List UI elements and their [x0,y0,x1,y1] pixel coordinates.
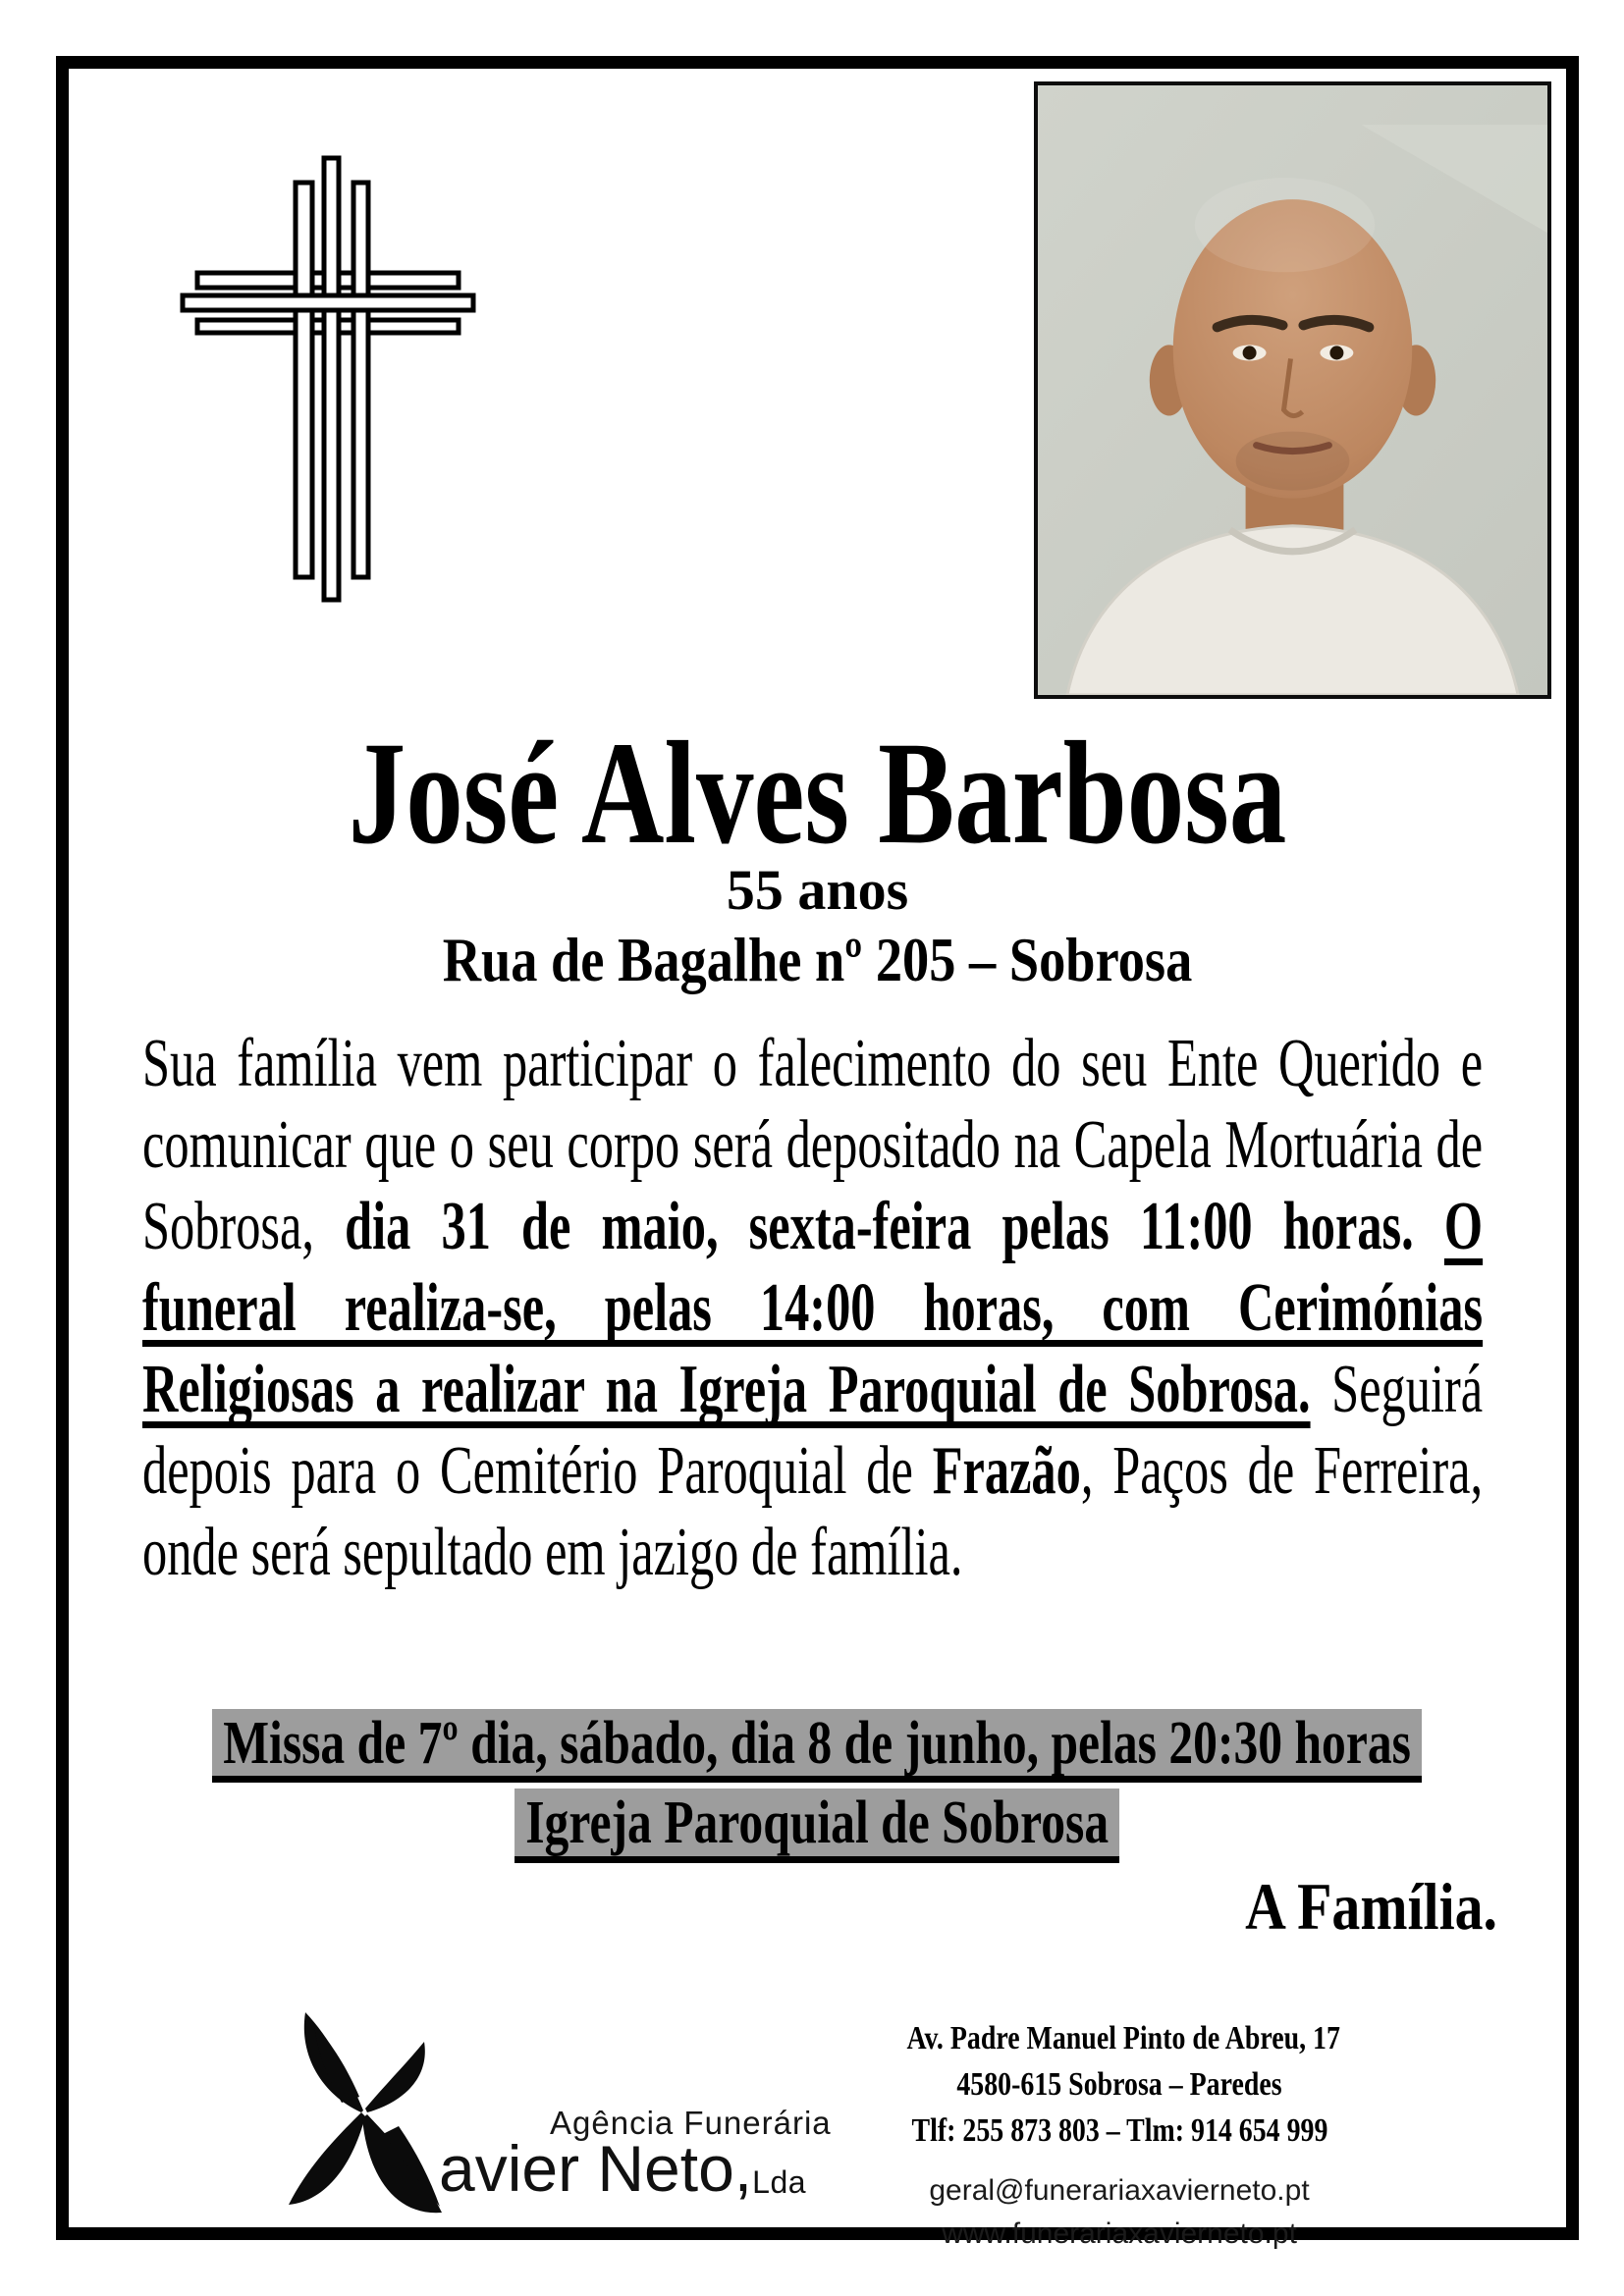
agency-email: geral@funerariaxavierneto.pt [929,2174,1310,2207]
announcement-run-bold-underline: O funeral realiza-se, pelas 14:00 horas, com Cerimónias Religiosas a realizar na Igreja Paroquial de Sobrosa. [142,1189,1484,1427]
portrait-photo [1034,81,1551,699]
mass-notice [56,1709,1579,1869]
agency-address-line2: 4580-615 Sobrosa – Paredes [956,2066,1282,2103]
agency-phone-line: Tlf: 255 873 803 – Tlm: 914 654 999 [911,2112,1327,2149]
mass-notice-line2: Igreja Paroquial de Sobrosa [514,1789,1119,1862]
agency-leaf-x-logo-icon [273,2002,458,2222]
agency-website: www.funerariaxavierneto.pt [942,2217,1297,2250]
agency-name-suffix: Lda [752,2164,807,2200]
memorial-cross-icon [180,155,476,605]
deceased-name: José Alves Barbosa [348,712,1287,875]
deceased-age: 55 anos [726,858,909,922]
family-signature: A Família. [1245,1869,1497,1944]
announcement-run: Seguirá depois para o Cemitério Paroquial de [142,1352,1484,1509]
announcement-run-bold: Frazão [932,1433,1081,1509]
deceased-address: Rua de Bagalhe nº 205 – Sobrosa [442,925,1193,994]
agency-tagline: Agência Funerária [550,2105,832,2141]
agency-address-line1: Av. Padre Manuel Pinto de Abreu, 17 [906,2020,1340,2056]
announcement-run: Sua família vem participar o falecimento do seu Ente Querido e comunicar que o seu corpo será depositado na Capela Mortuária de Sobrosa, [142,1026,1484,1264]
announcement-run: , Paços de Ferreira, onde será sepultado em jazigo de família. [142,1433,1484,1590]
announcement-paragraph [142,1023,1483,1593]
mass-notice-line1: Missa de 7º dia, sábado, dia 8 de junho, pelas 20:30 horas [212,1709,1422,1783]
announcement-run-bold: dia 31 de maio, sexta-feira pelas 11:00 horas. [345,1189,1444,1264]
agency-name-main: avier Neto, [439,2132,753,2205]
agency-contact-block [859,2022,1380,2263]
